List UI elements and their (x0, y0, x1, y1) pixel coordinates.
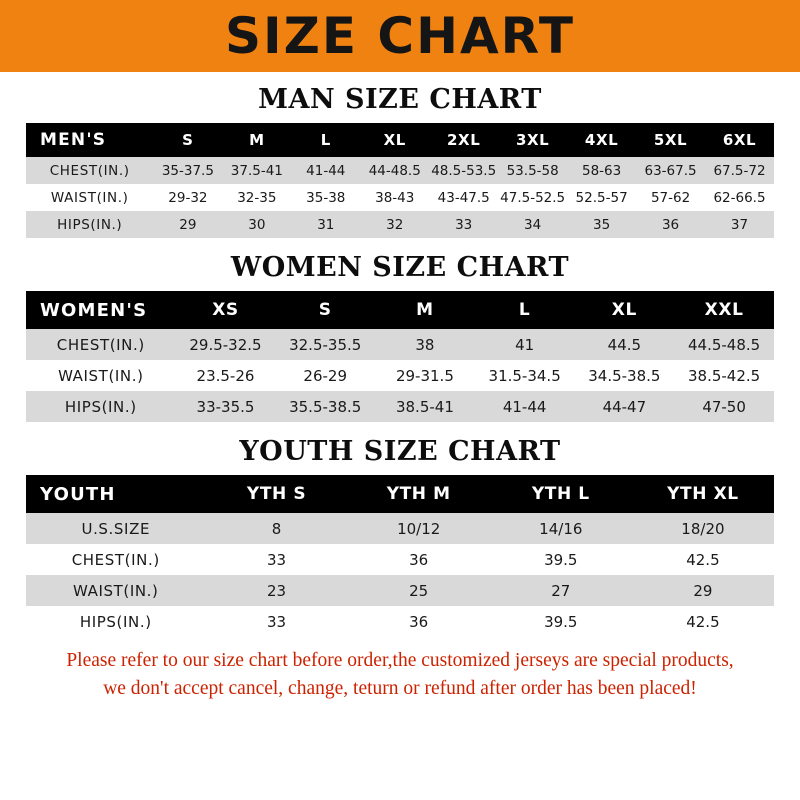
women-header-cell: M (375, 291, 475, 329)
table-cell: 41-44 (291, 157, 360, 184)
table-cell: 35-38 (291, 184, 360, 211)
table-cell: 37.5-41 (222, 157, 291, 184)
table-cell: 43-47.5 (429, 184, 498, 211)
women-header-cell: XS (176, 291, 276, 329)
table-cell: 42.5 (632, 606, 774, 637)
men-section-title: MAN SIZE CHART (258, 84, 542, 115)
table-row (26, 360, 774, 391)
table-row (26, 513, 774, 544)
table-cell: 33 (206, 544, 348, 575)
table-cell: 8 (206, 513, 348, 544)
table-row (26, 391, 774, 422)
row-label: CHEST(IN.) (26, 157, 153, 184)
women-header-cell: L (475, 291, 575, 329)
table-cell: 47-50 (674, 391, 774, 422)
women-section-title: WOMEN SIZE CHART (230, 252, 570, 283)
table-cell: 31 (291, 211, 360, 238)
table-cell: 29 (153, 211, 222, 238)
footer-note-line-2: we don't accept cancel, change, teturn or refund after order has been placed! (103, 678, 697, 700)
women-header-cell: S (275, 291, 375, 329)
youth-header-cell: YTH M (348, 475, 490, 513)
row-label: WAIST(IN.) (26, 184, 153, 211)
table-cell: 33-35.5 (176, 391, 276, 422)
table-cell: 35 (567, 211, 636, 238)
table-cell: 58-63 (567, 157, 636, 184)
table-cell: 41 (475, 329, 575, 360)
table-cell: 44-47 (575, 391, 675, 422)
row-label: U.S.SIZE (26, 513, 206, 544)
women-section (0, 252, 800, 422)
table-cell: 36 (348, 606, 490, 637)
men-section (0, 84, 800, 238)
youth-section (0, 436, 800, 637)
table-cell: 32 (360, 211, 429, 238)
table-cell: 30 (222, 211, 291, 238)
table-cell: 29 (632, 575, 774, 606)
women-header-cell: XXL (674, 291, 774, 329)
table-cell: 35-37.5 (153, 157, 222, 184)
women-header-cell: WOMEN'S (26, 291, 176, 329)
table-cell: 53.5-58 (498, 157, 567, 184)
men-header-cell: M (222, 123, 291, 157)
table-cell: 33 (206, 606, 348, 637)
women-header-cell: XL (575, 291, 675, 329)
men-header-cell: MEN'S (26, 123, 153, 157)
page-title: SIZE CHART (224, 7, 576, 65)
youth-section-title: YOUTH SIZE CHART (239, 436, 561, 467)
table-cell: 52.5-57 (567, 184, 636, 211)
table-cell: 10/12 (348, 513, 490, 544)
table-cell: 67.5-72 (705, 157, 774, 184)
table-cell: 36 (348, 544, 490, 575)
women-header-row (26, 291, 774, 329)
table-cell: 23.5-26 (176, 360, 276, 391)
row-label: CHEST(IN.) (26, 329, 176, 360)
table-cell: 39.5 (490, 544, 632, 575)
table-cell: 36 (636, 211, 705, 238)
table-cell: 29.5-32.5 (176, 329, 276, 360)
men-header-cell: 3XL (498, 123, 567, 157)
table-cell: 57-62 (636, 184, 705, 211)
footer-note-line-1: Please refer to our size chart before order,the customized jerseys are special products, (66, 650, 734, 671)
row-label: HIPS(IN.) (26, 391, 176, 422)
table-cell: 18/20 (632, 513, 774, 544)
men-header-cell: S (153, 123, 222, 157)
table-cell: 38.5-42.5 (674, 360, 774, 391)
table-cell: 26-29 (275, 360, 375, 391)
row-label: HIPS(IN.) (26, 606, 206, 637)
table-cell: 44-48.5 (360, 157, 429, 184)
youth-header-row (26, 475, 774, 513)
men-header-cell: 2XL (429, 123, 498, 157)
table-cell: 14/16 (490, 513, 632, 544)
table-cell: 31.5-34.5 (475, 360, 575, 391)
table-row (26, 575, 774, 606)
table-cell: 41-44 (475, 391, 575, 422)
youth-header-cell: YTH L (490, 475, 632, 513)
table-cell: 42.5 (632, 544, 774, 575)
table-cell: 34.5-38.5 (575, 360, 675, 391)
table-cell: 27 (490, 575, 632, 606)
men-header-cell: 5XL (636, 123, 705, 157)
row-label: WAIST(IN.) (26, 360, 176, 391)
table-row (26, 157, 774, 184)
table-cell: 38.5-41 (375, 391, 475, 422)
table-cell: 34 (498, 211, 567, 238)
table-row (26, 184, 774, 211)
table-cell: 25 (348, 575, 490, 606)
table-cell: 38-43 (360, 184, 429, 211)
table-cell: 39.5 (490, 606, 632, 637)
men-header-row (26, 123, 774, 157)
table-cell: 29-31.5 (375, 360, 475, 391)
row-label: HIPS(IN.) (26, 211, 153, 238)
table-cell: 62-66.5 (705, 184, 774, 211)
table-row (26, 606, 774, 637)
youth-header-cell: YTH XL (632, 475, 774, 513)
banner (0, 0, 800, 72)
men-header-cell: XL (360, 123, 429, 157)
table-cell: 37 (705, 211, 774, 238)
table-row (26, 329, 774, 360)
men-header-cell: 6XL (705, 123, 774, 157)
table-cell: 29-32 (153, 184, 222, 211)
table-cell: 23 (206, 575, 348, 606)
row-label: CHEST(IN.) (26, 544, 206, 575)
table-cell: 44.5 (575, 329, 675, 360)
youth-header-cell: YTH S (206, 475, 348, 513)
table-cell: 63-67.5 (636, 157, 705, 184)
women-size-table (26, 291, 774, 422)
table-cell: 47.5-52.5 (498, 184, 567, 211)
table-cell: 48.5-53.5 (429, 157, 498, 184)
table-cell: 32-35 (222, 184, 291, 211)
table-cell: 33 (429, 211, 498, 238)
table-cell: 38 (375, 329, 475, 360)
men-size-table (26, 123, 774, 238)
footer-note (0, 637, 800, 704)
table-row (26, 211, 774, 238)
men-header-cell: L (291, 123, 360, 157)
row-label: WAIST(IN.) (26, 575, 206, 606)
table-cell: 35.5-38.5 (275, 391, 375, 422)
table-row (26, 544, 774, 575)
youth-header-cell: YOUTH (26, 475, 206, 513)
men-header-cell: 4XL (567, 123, 636, 157)
table-cell: 32.5-35.5 (275, 329, 375, 360)
youth-size-table (26, 475, 774, 637)
table-cell: 44.5-48.5 (674, 329, 774, 360)
